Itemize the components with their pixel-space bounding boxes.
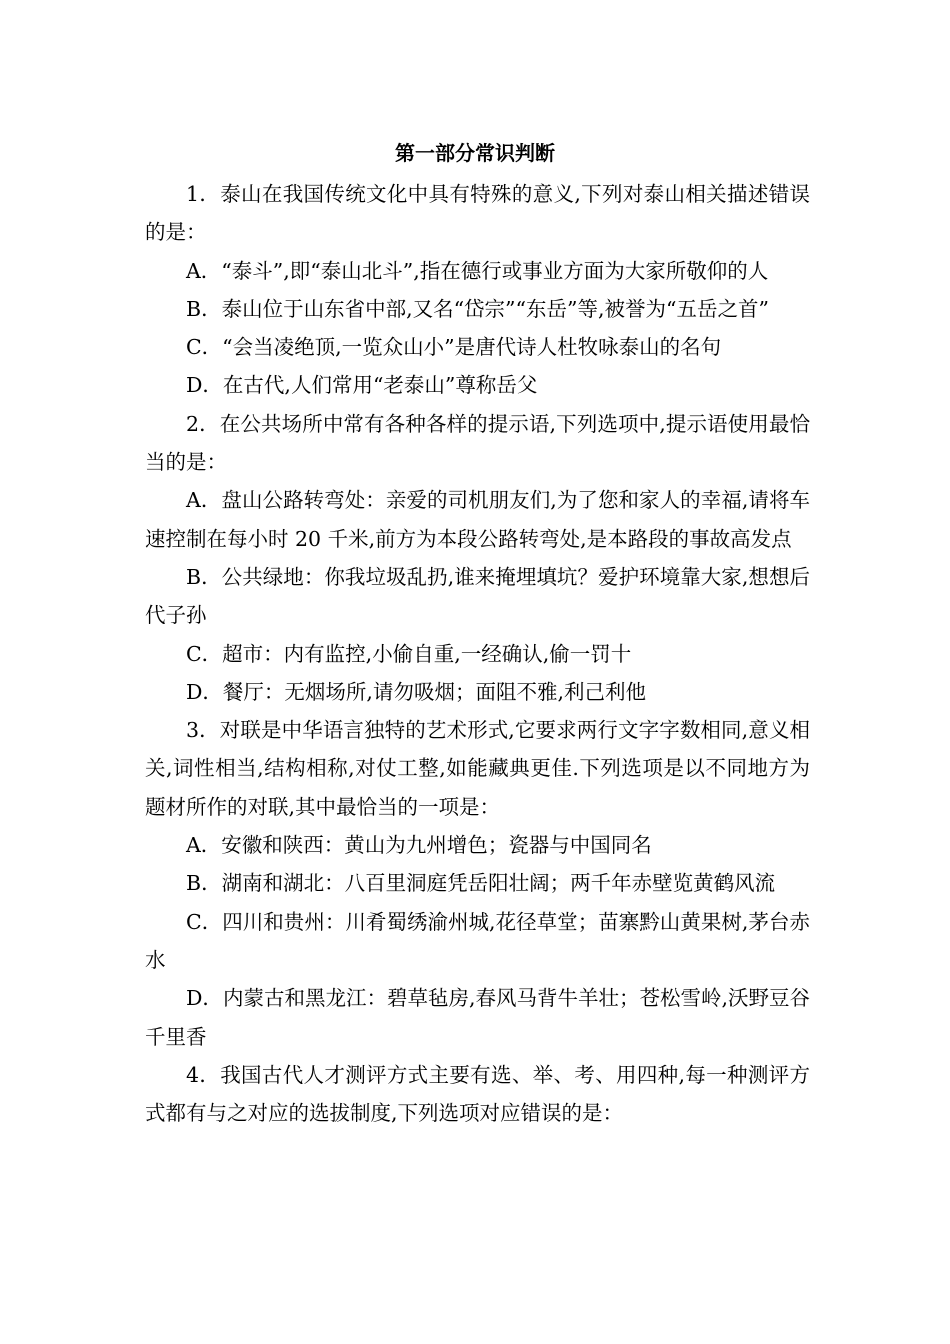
- document-body: [145, 175, 810, 1132]
- question-3-stem: 3．对联是中华语言独特的艺术形式,它要求两行文字字数相同,意义相关,词性相当,结构相称,对仗工整,如能藏典更佳.下列选项是以不同地方为题材所作的对联,其中最恰当的一项是：: [145, 718, 810, 819]
- question-2-option-c: C．超市：内有监控,小偷自重,一经确认,偷一罚十: [186, 641, 632, 666]
- question-3-option-c: C．四川和贵州：川肴蜀绣渝州城,花径草堂；苗寨黔山黄果树,茅台赤水: [145, 909, 810, 972]
- question-1-option-a: A．“泰斗”,即“泰山北斗”,指在德行或事业方面为大家所敬仰的人: [186, 258, 769, 283]
- question-4-stem: 4．我国古代人才测评方式主要有选、举、考、用四种,每一种测评方式都有与之对应的选拔制度,下列选项对应错误的是：: [145, 1062, 810, 1126]
- question-2-option-b: B．公共绿地：你我垃圾乱扔,谁来掩埋填坑？爱护环境靠大家,想想后代子孙: [145, 564, 810, 628]
- question-3-option-b: B．湖南和湖北：八百里洞庭凭岳阳壮阔；两千年赤壁览黄鹤风流: [186, 871, 776, 896]
- question-1-stem: 1．泰山在我国传统文化中具有特殊的意义,下列对泰山相关描述错误的是：: [145, 182, 810, 245]
- question-1-option-b: B．泰山位于山东省中部,又名“岱宗”“东岳”等,被誉为“五岳之首”: [186, 296, 769, 321]
- question-2-option-a: A．盘山公路转弯处：亲爱的司机朋友们,为了您和家人的幸福,请将车速控制在每小时 20 千米,前方为本段公路转弯处,是本路段的事故高发点: [145, 488, 810, 551]
- question-2-stem: 2．在公共场所中常有各种各样的提示语,下列选项中,提示语使用最恰当的是：: [145, 411, 810, 475]
- question-3-option-a: A．安徽和陕西：黄山为九州增色；瓷器与中国同名: [186, 833, 652, 858]
- question-1-option-c: C．“会当凌绝顶,一览众山小”是唐代诗人杜牧咏泰山的名句: [186, 335, 722, 360]
- section-title: 第一部分常识判断: [395, 141, 555, 165]
- question-1-option-d: D．在古代,人们常用“老泰山”尊称岳父: [186, 373, 538, 398]
- question-2-option-d: D．餐厅：无烟场所,请勿吸烟；面阻不雅,利己利他: [186, 679, 646, 704]
- question-3-option-d: D．内蒙古和黑龙江：碧草毡房,春风马背牛羊壮；苍松雪岭,沃野豆谷千里香: [145, 986, 810, 1049]
